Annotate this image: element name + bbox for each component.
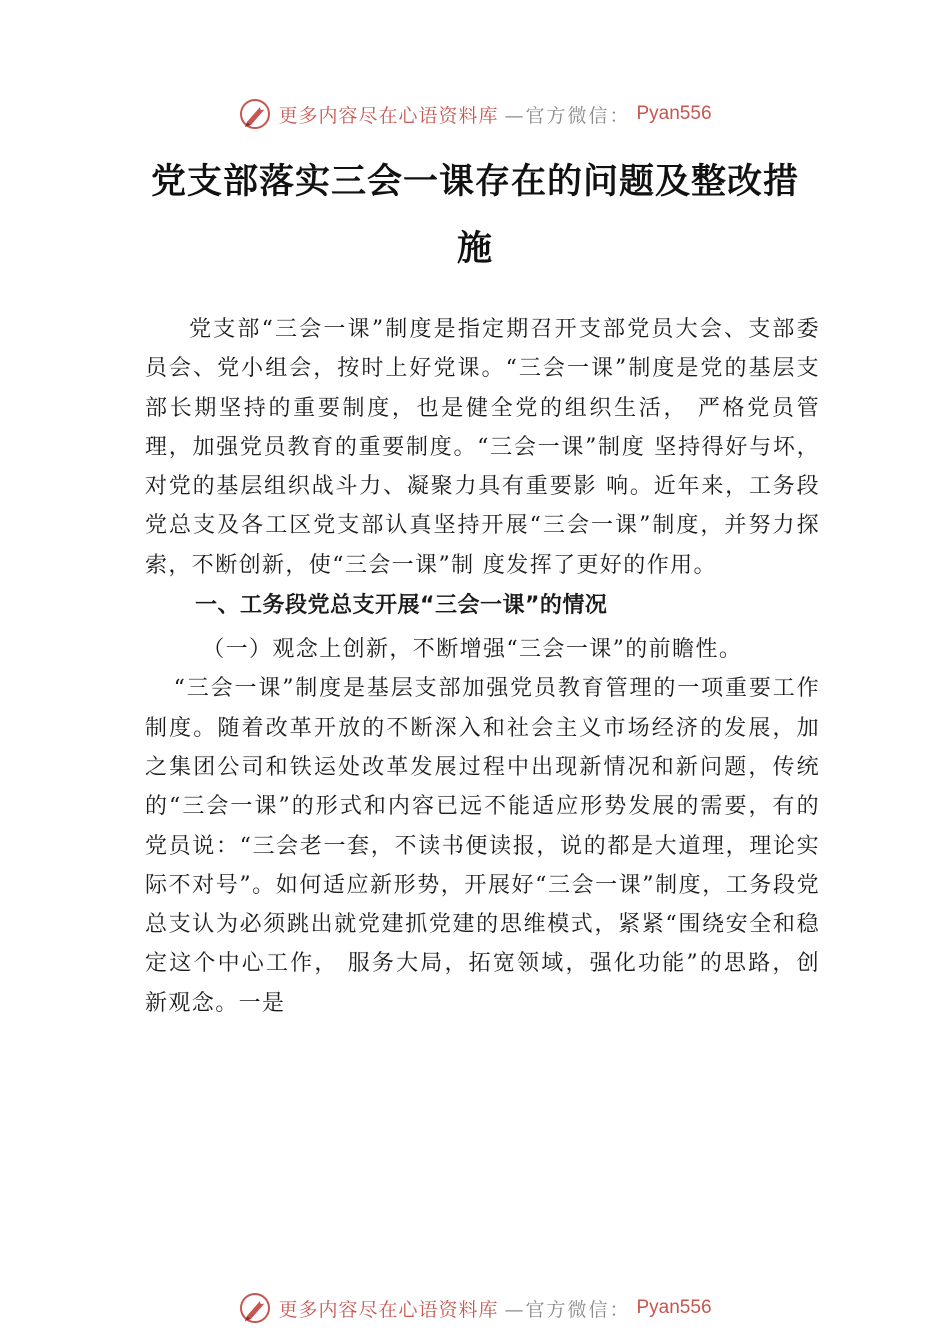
pen-logo-icon: [238, 97, 272, 131]
watermark-footer: [0, 1288, 950, 1328]
watermark-text: 更多内容尽在心语资料库: [278, 104, 499, 127]
document-title: 党支部落实三会一课存在的问题及整改措施: [150, 161, 799, 269]
subsection-heading-1: （一）观念上创新，不断增强“三会一课”的前瞻性。: [202, 637, 743, 663]
watermark-separator: —官方微信：: [504, 1298, 631, 1321]
watermark-separator: —官方微信：: [504, 104, 631, 127]
document-body: [145, 310, 820, 1023]
section-heading-1: 一、工务段党总支开展“三会一课”的情况: [195, 593, 608, 619]
watermark-header: [0, 94, 950, 134]
watermark-text: 更多内容尽在心语资料库: [278, 1298, 499, 1321]
paragraph-section-1: “三会一课”制度是基层支部加强党员教育管理的一项重要工作制度。随着改革开放的不断深入和社会主义市场经济的发展，加之集团公司和铁运处改革发展过程中出现新情况和新问题，传统的“三会一课”的形式和内容已远不能适应形势发展的需要，有的党员说：“三会老一套，不读书便读报，说的都是大道理，理论实际不对号”。如何适应新形势，开展好“三会一课”制度，工务段党总支认为必须跳出就党建抓党建的思维模式，紧紧“围绕安全和稳定这个中心工作， 服务大局，拓宽领域，强化功能”的思路，创新观念。一是: [145, 676, 820, 1016]
paragraph-intro: 党支部“三会一课”制度是指定期召开支部党员大会、支部委员会、党小组会，按时上好党课。“三会一课”制度是党的基层支部长期坚持的重要制度，也是健全党的组织生活， 严格党员管理，加强党员教育的重要制度。“三会一课”制度 坚持得好与坏，对党的基层组织战斗力、凝聚力具有重要影 响。近年来，工务段党总支及各工区党支部认真坚持开展“三会一课”制度，并努力探索，不断创新，使“三会一课”制 度发挥了更好的作用。: [145, 317, 820, 578]
watermark-wechat-id: Pyan556: [636, 103, 712, 124]
watermark-wechat-id: Pyan556: [636, 1297, 712, 1318]
pen-logo-icon: [238, 1291, 272, 1325]
